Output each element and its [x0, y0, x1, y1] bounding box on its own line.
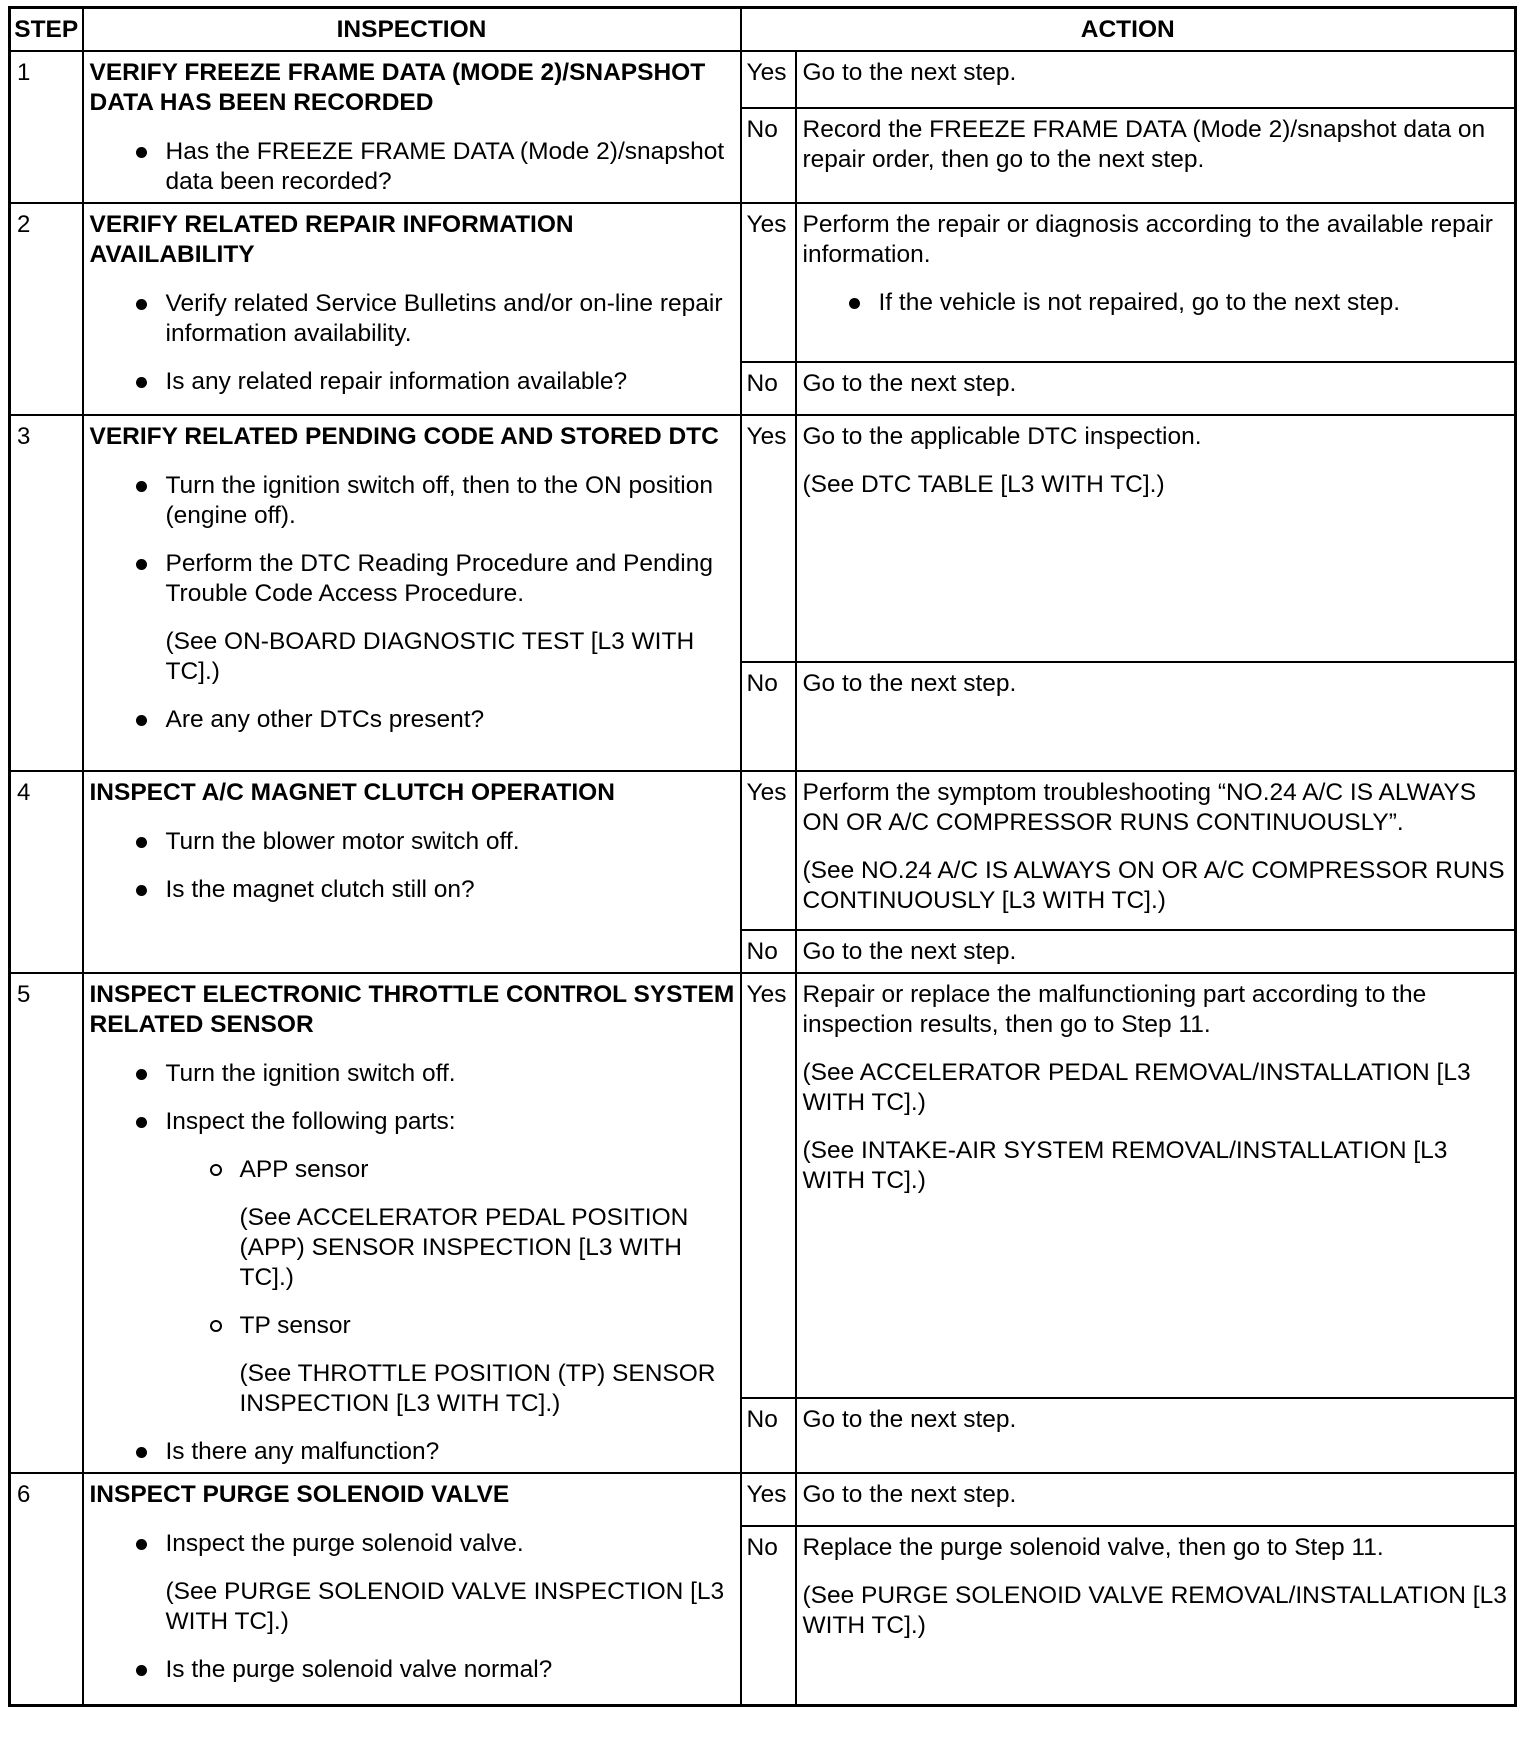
- no-label: No: [741, 108, 796, 203]
- inspection-bullet: Inspect the purge solenoid valve.: [90, 1529, 735, 1559]
- inspection-bullet: Verify related Service Bulletins and/or on-line repair information availability.: [90, 289, 735, 349]
- inspection-bullet: Is the magnet clutch still on?: [90, 875, 735, 905]
- inspection-bullet: Has the FREEZE FRAME DATA (Mode 2)/snapshot data been recorded?: [90, 137, 735, 197]
- yes-label: Yes: [741, 415, 796, 662]
- header-row: [10, 8, 1516, 52]
- no-action: [796, 108, 1516, 203]
- inspection-bullet: Is any related repair information available?: [90, 367, 735, 397]
- step-number: 4: [10, 771, 83, 973]
- inspection-title: VERIFY RELATED REPAIR INFORMATION AVAILABILITY: [89, 211, 574, 268]
- yes-action: [796, 203, 1516, 362]
- step-number: 1: [10, 51, 83, 203]
- yes-action: [796, 771, 1516, 930]
- inspection-cell: [83, 1473, 741, 1706]
- troubleshooting-document: [8, 6, 1514, 1707]
- step-5-row: [10, 973, 1516, 1398]
- action-text: Go to the next step.: [802, 1481, 1017, 1508]
- action-text: Perform the repair or diagnosis according to the available repair information.: [802, 211, 1493, 268]
- no-action: [796, 930, 1516, 973]
- inspection-cell: [83, 51, 741, 203]
- inspection-title: VERIFY RELATED PENDING CODE AND STORED DTC: [89, 423, 719, 450]
- inspection-reference: (See ON-BOARD DIAGNOSTIC TEST [L3 WITH TC].): [165, 628, 695, 685]
- yes-label: Yes: [741, 51, 796, 108]
- yes-action: [796, 973, 1516, 1398]
- yes-label: Yes: [741, 973, 796, 1398]
- inspection-bullet: Turn the ignition switch off.: [90, 1059, 735, 1089]
- inspection-header: INSPECTION: [83, 8, 741, 52]
- action-text: Repair or replace the malfunctioning part according to the inspection results, then go to Step 11.: [802, 981, 1427, 1038]
- step-header: STEP: [10, 8, 83, 52]
- inspection-reference: (See ACCELERATOR PEDAL POSITION (APP) SENSOR INSPECTION [L3 WITH TC].): [239, 1204, 689, 1291]
- action-reference: (See PURGE SOLENOID VALVE REMOVAL/INSTALLATION [L3 WITH TC].): [802, 1582, 1507, 1639]
- no-action: [796, 1398, 1516, 1473]
- step-4-row: [10, 771, 1516, 930]
- yes-label: Yes: [741, 1473, 796, 1526]
- action-text: Record the FREEZE FRAME DATA (Mode 2)/snapshot data on repair order, then go to the next step.: [802, 115, 1486, 173]
- action-text: Perform the symptom troubleshooting “NO.24 A/C IS ALWAYS ON OR A/C COMPRESSOR RUNS CONTINUOUSLY”.: [802, 779, 1477, 836]
- action-text: Go to the next step.: [802, 1405, 1017, 1433]
- inspection-bullet: Is there any malfunction?: [90, 1437, 735, 1467]
- no-label: No: [741, 1398, 796, 1473]
- inspection-reference: (See PURGE SOLENOID VALVE INSPECTION [L3 WITH TC].): [165, 1578, 725, 1635]
- inspection-bullet: Turn the blower motor switch off.: [90, 827, 735, 857]
- inspection-cell: [83, 415, 741, 771]
- inspection-title: VERIFY FREEZE FRAME DATA (MODE 2)/SNAPSHOT DATA HAS BEEN RECORDED: [89, 59, 706, 116]
- no-label: No: [741, 930, 796, 973]
- inspection-title: INSPECT A/C MAGNET CLUTCH OPERATION: [89, 779, 615, 806]
- action-text: Go to the next step.: [802, 938, 1017, 965]
- inspection-bullet: Is the purge solenoid valve normal?: [90, 1655, 735, 1685]
- step-number: 2: [10, 203, 83, 415]
- step-2-row: [10, 203, 1516, 362]
- no-action: [796, 662, 1516, 771]
- yes-action: [796, 415, 1516, 662]
- no-label: No: [741, 362, 796, 415]
- action-reference: (See DTC TABLE [L3 WITH TC].): [802, 471, 1165, 498]
- action-text: Replace the purge solenoid valve, then go to Step 11.: [802, 1534, 1384, 1561]
- action-reference: (See INTAKE-AIR SYSTEM REMOVAL/INSTALLATION [L3 WITH TC].): [802, 1137, 1448, 1194]
- action-header: ACTION: [741, 8, 1516, 52]
- inspection-cell: [83, 203, 741, 415]
- action-text: Go to the next step.: [802, 59, 1017, 86]
- inspection-reference: (See THROTTLE POSITION (TP) SENSOR INSPECTION [L3 WITH TC].): [239, 1360, 716, 1417]
- yes-label: Yes: [741, 771, 796, 930]
- no-action: [796, 1526, 1516, 1706]
- action-bullet: If the vehicle is not repaired, go to the next step.: [803, 288, 1510, 318]
- action-text: Go to the applicable DTC inspection.: [802, 423, 1202, 450]
- inspection-title: INSPECT PURGE SOLENOID VALVE: [89, 1481, 510, 1508]
- yes-label: Yes: [741, 203, 796, 362]
- action-text: Go to the next step.: [802, 670, 1017, 697]
- diagnostic-table: [8, 6, 1517, 1707]
- inspection-subitem: APP sensor: [90, 1155, 735, 1185]
- inspection-bullet: Perform the DTC Reading Procedure and Pending Trouble Code Access Procedure.: [90, 549, 735, 609]
- action-reference: (See NO.24 A/C IS ALWAYS ON OR A/C COMPRESSOR RUNS CONTINUOUSLY [L3 WITH TC].): [802, 857, 1505, 914]
- step-6-row: [10, 1473, 1516, 1526]
- yes-action: [796, 1473, 1516, 1526]
- step-number: 5: [10, 973, 83, 1473]
- inspection-cell: [83, 771, 741, 973]
- action-text: Go to the next step.: [802, 370, 1017, 397]
- inspection-bullet: Inspect the following parts:: [90, 1107, 735, 1137]
- inspection-cell: [83, 973, 741, 1473]
- inspection-bullet: Turn the ignition switch off, then to the ON position (engine off).: [90, 471, 735, 531]
- no-action: [796, 362, 1516, 415]
- step-number: 6: [10, 1473, 83, 1706]
- step-1-row: [10, 51, 1516, 108]
- no-label: No: [741, 662, 796, 771]
- step-3-row: [10, 415, 1516, 662]
- yes-action: [796, 51, 1516, 108]
- no-label: No: [741, 1526, 796, 1706]
- inspection-subitem: TP sensor: [90, 1311, 735, 1341]
- action-reference: (See ACCELERATOR PEDAL REMOVAL/INSTALLATION [L3 WITH TC].): [802, 1059, 1471, 1116]
- inspection-title: INSPECT ELECTRONIC THROTTLE CONTROL SYSTEM RELATED SENSOR: [89, 981, 735, 1038]
- inspection-bullet: Are any other DTCs present?: [90, 705, 735, 735]
- step-number: 3: [10, 415, 83, 771]
